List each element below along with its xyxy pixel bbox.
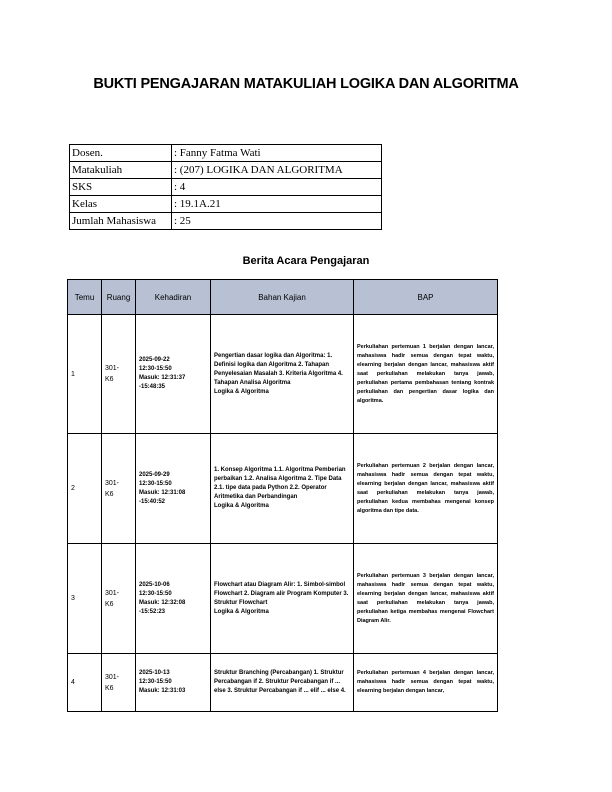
cell-kehadiran-text: 2025-10-13 12:30-15:50 Masuk: 12:31:03 xyxy=(139,670,186,694)
cell-temu: 4 xyxy=(68,654,102,712)
cell-ruang xyxy=(102,544,136,654)
header-bahan-kajian: Bahan Kajian xyxy=(211,280,354,315)
cell-bahan-kajian xyxy=(211,544,354,654)
cell-kehadiran xyxy=(136,544,211,654)
info-label: Kelas xyxy=(70,196,172,213)
cell-ruang xyxy=(102,654,136,712)
info-row-matakuliah xyxy=(70,162,382,179)
info-row-jumlah-mahasiswa xyxy=(70,213,382,230)
info-row-sks xyxy=(70,179,382,196)
cell-ruang xyxy=(102,434,136,544)
cell-bap: Perkuliahan pertemuan 3 berjalan dengan lancar, mahasiswa hadir semua dengan tepat waktu, elearning berjalan dengan lancar, mahasiswa aktif saat perkuliahan melakukan tanya jawab, perkuliahan ketiga membahas mengenai Flowchart Diagram Alir. xyxy=(354,544,498,654)
cell-kehadiran xyxy=(136,654,211,712)
header-bap: BAP xyxy=(354,280,498,315)
cell-ruang-text: 301- K6 xyxy=(105,365,120,383)
cell-ruang-text: 301- K6 xyxy=(105,479,120,498)
cell-ruang-text: 301- K6 xyxy=(105,589,120,608)
cell-bahan-text: Struktur Branching (Percabangan) 1. Struktur Percabangan if 2. Struktur Percabangan if ... else 3. Struktur Percabangan if ... elif ... else 4. xyxy=(214,670,346,694)
info-value: : (207) LOGIKA DAN ALGORITMA xyxy=(172,162,382,179)
table-row xyxy=(68,434,498,544)
cell-bap: Perkuliahan pertemuan 4 berjalan dengan lancar, mahasiswa hadir semua dengan tepat waktu, elearning berjalan dengan lancar, xyxy=(354,654,498,712)
cell-bahan-kajian xyxy=(211,315,354,434)
header-kehadiran: Kehadiran xyxy=(136,280,211,315)
cell-temu: 2 xyxy=(68,434,102,544)
cell-kehadiran xyxy=(136,315,211,434)
cell-kehadiran-text: 2025-09-22 12:30-15:50 Masuk: 12:31:37 -15:48:35 xyxy=(139,357,186,390)
cell-kehadiran-text: 2025-10-06 12:30-15:50 Masuk: 12:32:08 -15:52:23 xyxy=(139,581,186,615)
bap-table xyxy=(67,279,498,712)
info-row-dosen xyxy=(70,145,382,162)
cell-kehadiran-text: 2025-09-29 12:30-15:50 Masuk: 12:31:08 -15:40:52 xyxy=(139,471,186,505)
cell-bahan-text: Pengertian dasar logika dan Algoritma: 1. Definisi logika dan Algoritma 2. Tahapan Penyelesaian Masalah 3. Kriteria Algoritma 4. Tahapan Analisa Algoritma Logika & Algoritma xyxy=(214,352,343,395)
info-table xyxy=(69,144,382,230)
table-header-row xyxy=(68,280,498,315)
table-row xyxy=(68,544,498,654)
info-label: Dosen. xyxy=(70,145,172,162)
info-value: : 4 xyxy=(172,179,382,196)
cell-ruang xyxy=(102,315,136,434)
header-temu: Temu xyxy=(68,280,102,315)
cell-bap: Perkuliahan pertemuan 1 berjalan dengan lancar, mahasiswa hadir semua dengan tepat waktu, elearning berjalan dengan lancar, mahasiswa aktif saat perkuliahan melakukan tanya jawab, perkuliahan pertama pembahasan tentang kontrak perkuliahan dan pengertian dasar logika dan algoritma. xyxy=(354,315,498,434)
cell-temu: 3 xyxy=(68,544,102,654)
header-ruang: Ruang xyxy=(102,280,136,315)
cell-bahan-kajian xyxy=(211,654,354,712)
info-row-kelas xyxy=(70,196,382,213)
info-value: : Fanny Fatma Wati xyxy=(172,145,382,162)
info-label: Matakuliah xyxy=(70,162,172,179)
table-row xyxy=(68,654,498,712)
cell-bahan-text: 1. Konsep Algoritma 1.1. Algoritma Pemberian perbaikan 1.2. Analisa Algoritma 2. Tipe Data 2.1. tipe data pada Python 2.2. Operator Aritmetika dan Perbandingan Logika & Algoritma xyxy=(214,467,346,509)
cell-ruang-text: 301- K6 xyxy=(105,673,120,692)
cell-bahan-text: Flowchart atau Diagram Alir: 1. Simbol-simbol Flowchart 2. Diagram alir Program Komputer 3. Struktur Flowchart Logika & Algoritma xyxy=(214,581,349,615)
cell-kehadiran xyxy=(136,434,211,544)
cell-temu: 1 xyxy=(68,315,102,434)
section-title: Berita Acara Pengajaran xyxy=(242,255,370,267)
table-row xyxy=(68,315,498,434)
info-label: SKS xyxy=(70,179,172,196)
info-value: : 25 xyxy=(172,213,382,230)
cell-bap: Perkuliahan pertemuan 2 berjalan dengan lancar, mahasiswa hadir semua dengan tepat waktu, elearning berjalan dengan lancar, mahasiswa aktif saat perkuliahan melakukan tanya jawab, perkuliahan kedua membahas mengenai konsep algoritma dan tipe data. xyxy=(354,434,498,544)
cell-bahan-kajian xyxy=(211,434,354,544)
info-value: : 19.1A.21 xyxy=(172,196,382,213)
info-label: Jumlah Mahasiswa xyxy=(70,213,172,230)
page-title: BUKTI PENGAJARAN MATAKULIAH LOGIKA DAN ALGORITMA xyxy=(93,76,519,92)
